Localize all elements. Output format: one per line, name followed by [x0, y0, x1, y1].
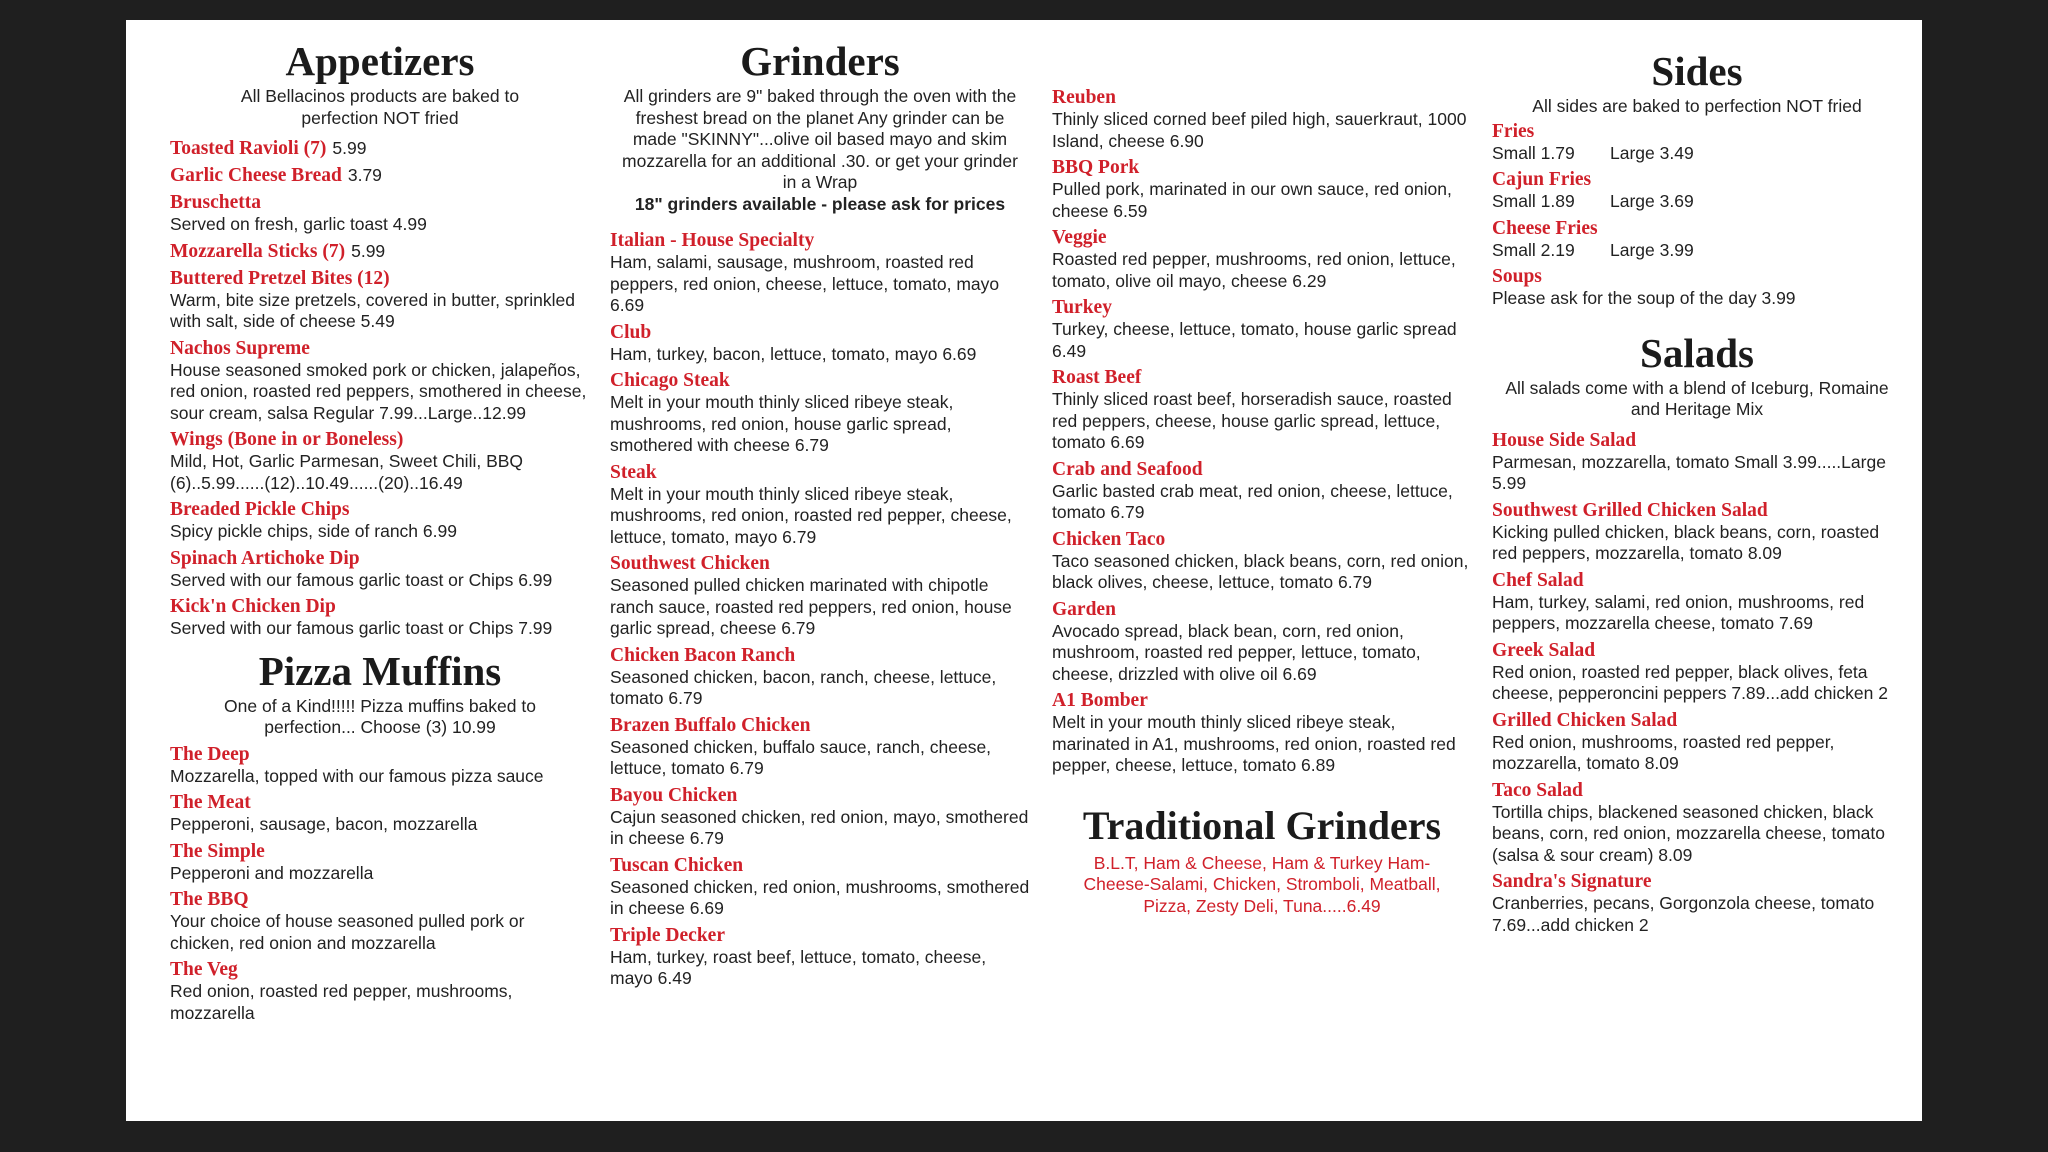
menu-item-name: [170, 888, 590, 911]
menu-item: [610, 924, 1030, 990]
menu-item-description: Roasted red pepper, mushrooms, red onion, lettuce, tomato, olive oil mayo, cheese 6.29: [1052, 249, 1456, 291]
menu-item-name: [610, 924, 1030, 947]
menu-item-description: Pepperoni, sausage, bacon, mozzarella: [170, 814, 478, 834]
menu-item-description: Served with our famous garlic toast or Chips 7.99: [170, 618, 553, 638]
menu-item-title: The Simple: [170, 840, 265, 862]
menu-item-title: Mozzarella Sticks (7): [170, 240, 346, 262]
traditional-grinders-list: B.L.T, Ham & Cheese, Ham & Turkey Ham-Cheese-Salami, Chicken, Stromboli, Meatball, Pizza, Zesty Deli, Tuna.....6.49: [1083, 852, 1441, 916]
side-item-name: Cajun Fries: [1492, 169, 1592, 190]
column-grinders-continued: [1052, 20, 1472, 1121]
menu-item-description: Seasoned pulled chicken marinated with chipotle ranch sauce, roasted red peppers, red onion, house garlic spread, cheese 6.79: [610, 575, 1012, 638]
menu-item-name: [1492, 639, 1902, 662]
menu-item-title: Breaded Pickle Chips: [170, 499, 350, 520]
menu-item-title: Turkey: [1052, 297, 1112, 318]
menu-item-title: Club: [610, 321, 652, 343]
menu-item-title: Buttered Pretzel Bites (12): [170, 267, 390, 289]
soups-desc: Please ask for the soup of the day 3.99: [1492, 288, 1796, 308]
menu-item-description: Turkey, cheese, lettuce, tomato, house garlic spread 6.49: [1052, 319, 1457, 361]
pizza-muffins-intro: One of a Kind!!!!! Pizza muffins baked to perfection... Choose (3) 10.99: [224, 695, 536, 737]
menu-item: [170, 337, 590, 425]
menu-item-name: [1492, 709, 1902, 732]
grinders-heading: Grinders: [740, 38, 900, 84]
menu-item-name: [170, 547, 590, 570]
column-appetizers: [170, 20, 590, 1121]
menu-item-description: Seasoned chicken, buffalo sauce, ranch, cheese, lettuce, tomato 6.79: [610, 736, 992, 778]
menu-item: [1492, 429, 1902, 495]
menu-item-name: [1052, 86, 1472, 109]
menu-item-description: Melt in your mouth thinly sliced ribeye steak, mushrooms, red onion, roasted red pepper, cheese, lettuce, tomato, mayo 6.79: [610, 483, 1012, 547]
menu-item-name: [1052, 458, 1472, 481]
menu-item-name: [610, 369, 1030, 392]
soups-item: [1492, 265, 1902, 310]
menu-page: [126, 20, 1922, 1121]
traditional-grinders-heading: Traditional Grinders: [1082, 802, 1442, 848]
grinders-list: [610, 229, 1030, 990]
menu-item-title: Garlic Cheese Bread: [170, 165, 342, 186]
menu-item-description: Seasoned chicken, red onion, mushrooms, smothered in cheese 6.69: [610, 876, 1030, 918]
menu-item: [1052, 296, 1472, 362]
menu-item-title: Wings (Bone in or Boneless): [170, 429, 404, 450]
menu-item-title: Chicago Steak: [610, 370, 730, 391]
side-item: [1492, 168, 1902, 213]
appetizers-list: [170, 137, 590, 640]
menu-item-name: [170, 267, 590, 290]
grinders-intro-bold: 18" grinders available - please ask for prices: [634, 193, 1006, 214]
grinders-intro-text: All grinders are 9" baked through the oven with the freshest bread on the planet Any grinder can be made "SKINNY"...olive oil based mayo and skim mozzarella for an additional .30. or get your grinder in a Wrap: [622, 86, 1018, 192]
menu-item: [170, 958, 590, 1024]
side-item-large-price: Large 3.99: [1610, 239, 1694, 260]
menu-item-description: Taco seasoned chicken, black beans, corn, red onion, black olives, cheese, lettuce, tomato 6.79: [1052, 550, 1469, 592]
menu-item-title: Southwest Chicken: [610, 553, 770, 574]
menu-item: [610, 714, 1030, 780]
menu-item-title: Crab and Seafood: [1052, 458, 1203, 480]
menu-item-title: Taco Salad: [1492, 779, 1583, 801]
menu-item-description: Pulled pork, marinated in our own sauce, red onion, cheese 6.59: [1052, 179, 1452, 221]
menu-item-description: Pepperoni and mozzarella: [170, 862, 374, 883]
menu-item: [1052, 366, 1472, 454]
menu-item: [610, 321, 1030, 366]
salads-heading: Salads: [1640, 329, 1754, 376]
sides-heading: Sides: [1651, 48, 1743, 94]
menu-item-name: [610, 854, 1030, 877]
menu-item-title: Kick'n Chicken Dip: [170, 596, 336, 617]
menu-item: [170, 428, 590, 494]
menu-item-name: [170, 428, 590, 451]
menu-item-name: [1492, 779, 1902, 802]
pizza-muffins-list: [170, 743, 590, 1025]
menu-item-name: [170, 137, 590, 160]
menu-item-title: Chef Salad: [1492, 569, 1584, 591]
menu-item-title: Chicken Taco: [1052, 528, 1166, 550]
menu-item-name: [1052, 366, 1472, 389]
menu-item-name: [610, 784, 1030, 807]
menu-item-description: Cranberries, pecans, Gorgonzola cheese, tomato 7.69...add chicken 2: [1492, 893, 1875, 935]
menu-item-description: Seasoned chicken, bacon, ranch, cheese, lettuce, tomato 6.79: [610, 666, 997, 708]
menu-item-title: Roast Beef: [1052, 367, 1142, 388]
menu-item: [1492, 639, 1902, 705]
menu-item-title: Bayou Chicken: [610, 784, 738, 806]
menu-item-title: Garden: [1052, 598, 1116, 620]
side-item-large-price: Large 3.49: [1610, 142, 1694, 163]
menu-item-description: Mozzarella, topped with our famous pizza sauce: [170, 765, 544, 786]
grinders-intro: [610, 86, 1030, 215]
menu-item-description: Kicking pulled chicken, black beans, corn, roasted red peppers, mozzarella, tomato 8.09: [1492, 521, 1880, 563]
menu-item-title: Greek Salad: [1492, 639, 1596, 661]
menu-item-title: Bruschetta: [170, 192, 261, 213]
menu-item: [170, 137, 590, 160]
menu-item-name: [170, 958, 590, 981]
menu-item-name: [1052, 226, 1472, 249]
menu-item-description: Your choice of house seasoned pulled pork or chicken, red onion and mozzarella: [170, 911, 525, 953]
menu-item-description: Red onion, roasted red pepper, black olives, feta cheese, pepperoncini peppers 7.89...add chicken 2: [1492, 661, 1888, 703]
menu-item: [610, 644, 1030, 710]
menu-item-name: [1052, 156, 1472, 179]
menu-item: [170, 791, 590, 836]
menu-item-description: Avocado spread, black bean, corn, red onion, mushroom, roasted red pepper, lettuce, tomato, cheese, drizzled with olive oil 6.69: [1052, 620, 1421, 684]
menu-item: [1052, 458, 1472, 524]
menu-item-title: A1 Bomber: [1052, 690, 1148, 711]
menu-item: [610, 229, 1030, 317]
menu-item-title: Reuben: [1052, 87, 1116, 108]
menu-item-name: [170, 337, 590, 360]
menu-item-description: Cajun seasoned chicken, red onion, mayo, smothered in cheese 6.79: [610, 806, 1029, 848]
menu-item: [610, 369, 1030, 457]
menu-item-description: Thinly sliced corned beef piled high, sauerkraut, 1000 Island, cheese 6.90: [1052, 109, 1467, 151]
menu-item: [1492, 779, 1902, 867]
menu-item-price: 5.99: [351, 240, 386, 261]
menu-item-description: Red onion, mushrooms, roasted red pepper, mozzarella, tomato 8.09: [1492, 731, 1835, 773]
menu-item: [170, 240, 590, 263]
menu-item-name: [610, 714, 1030, 737]
menu-item-name: [170, 840, 590, 863]
menu-item-title: Chicken Bacon Ranch: [610, 644, 796, 666]
menu-item: [1492, 499, 1902, 565]
menu-item: [1052, 226, 1472, 292]
menu-item-name: [1492, 429, 1902, 452]
menu-item-name: [610, 552, 1030, 575]
menu-item: [1052, 598, 1472, 686]
column-grinders: [610, 20, 1030, 1121]
menu-item: [610, 784, 1030, 850]
menu-item-title: Italian - House Specialty: [610, 230, 815, 251]
menu-item: [1492, 709, 1902, 775]
menu-item-title: The Meat: [170, 792, 251, 813]
menu-item: [170, 191, 590, 236]
menu-item-title: Toasted Ravioli (7): [170, 138, 327, 159]
side-item-small-price: Small 2.19: [1492, 239, 1575, 260]
side-item-sizes: [1492, 240, 1902, 262]
menu-item: [170, 267, 590, 333]
menu-item: [610, 461, 1030, 549]
menu-item: [170, 888, 590, 954]
menu-item-name: [170, 240, 590, 263]
menu-item-name: [170, 498, 590, 521]
menu-item: [1052, 86, 1472, 152]
side-item: [1492, 120, 1902, 165]
menu-item-description: Red onion, roasted red pepper, mushrooms, mozzarella: [170, 981, 513, 1023]
menu-item: [170, 743, 590, 788]
side-item: [1492, 217, 1902, 262]
menu-item: [1052, 689, 1472, 777]
soups-name: Soups: [1492, 266, 1542, 287]
menu-item-description: Ham, turkey, bacon, lettuce, tomato, mayo 6.69: [610, 343, 977, 364]
side-item-small-price: Small 1.79: [1492, 142, 1575, 163]
menu-item-title: Tuscan Chicken: [610, 854, 744, 876]
menu-item-description: Parmesan, mozzarella, tomato Small 3.99.....Large 5.99: [1492, 451, 1886, 493]
menu-item-description: Served with our famous garlic toast or Chips 6.99: [170, 569, 553, 590]
menu-item: [170, 498, 590, 543]
menu-item-name: [1052, 528, 1472, 551]
menu-item-name: [170, 791, 590, 814]
menu-item-title: The Deep: [170, 743, 250, 765]
menu-item: [170, 164, 590, 187]
menu-item-description: Ham, turkey, salami, red onion, mushrooms, red peppers, mozzarella cheese, tomato 7.69: [1492, 591, 1865, 633]
menu-item-name: [1052, 598, 1472, 621]
menu-item-title: BBQ Pork: [1052, 157, 1140, 178]
menu-item-name: [1052, 296, 1472, 319]
grinders-continued-list: [1052, 86, 1472, 777]
column-sides-salads: [1492, 20, 1902, 1121]
menu-item: [170, 595, 590, 640]
menu-item-name: [170, 164, 590, 187]
appetizers-intro: All Bellacinos products are baked to perfection NOT fried: [240, 86, 520, 128]
menu-item-description: Melt in your mouth thinly sliced ribeye steak, marinated in A1, mushrooms, red onion, roasted red pepper, cheese, lettuce, tomato 6.89: [1052, 712, 1456, 775]
menu-item-price: 3.79: [347, 165, 382, 185]
sides-list: [1492, 120, 1902, 262]
appetizers-heading: Appetizers: [285, 38, 475, 84]
menu-item-name: [610, 229, 1030, 252]
menu-item-title: The BBQ: [170, 889, 249, 910]
menu-item-title: Triple Decker: [610, 924, 725, 946]
menu-item-title: The Veg: [170, 959, 238, 980]
side-item-large-price: Large 3.69: [1610, 191, 1694, 211]
side-item-small-price: Small 1.89: [1492, 191, 1575, 211]
menu-item-name: [610, 461, 1030, 484]
menu-item-description: Ham, salami, sausage, mushroom, roasted red peppers, red onion, cheese, lettuce, tomato, mayo 6.69: [610, 252, 1000, 315]
menu-item-title: Spinach Artichoke Dip: [170, 547, 360, 569]
menu-item-name: [1052, 689, 1472, 712]
menu-item-title: House Side Salad: [1492, 429, 1637, 451]
menu-item: [610, 854, 1030, 920]
menu-item-title: Nachos Supreme: [170, 337, 310, 359]
menu-item: [1052, 156, 1472, 222]
menu-item-title: Sandra's Signature: [1492, 871, 1652, 892]
sides-intro: All sides are baked to perfection NOT fried: [1532, 96, 1862, 116]
side-item-sizes: [1492, 143, 1902, 165]
menu-item-name: [1492, 569, 1902, 592]
menu-item-description: Thinly sliced roast beef, horseradish sauce, roasted red peppers, cheese, house garlic spread, lettuce, tomato 6.69: [1052, 389, 1452, 452]
menu-item-description: Melt in your mouth thinly sliced ribeye steak, mushrooms, red onion, house garlic spread, smothered with cheese 6.79: [610, 392, 954, 455]
menu-item-description: Warm, bite size pretzels, covered in butter, sprinkled with salt, side of cheese 5.49: [170, 289, 575, 331]
menu-item-name: [1492, 499, 1902, 522]
menu-item-description: Ham, turkey, roast beef, lettuce, tomato, cheese, mayo 6.49: [610, 946, 987, 988]
menu-item-title: Grilled Chicken Salad: [1492, 709, 1678, 731]
menu-item-title: Veggie: [1052, 227, 1107, 248]
menu-item-name: [610, 644, 1030, 667]
menu-item: [170, 547, 590, 592]
menu-item-title: Steak: [610, 461, 657, 483]
pizza-muffins-heading: Pizza Muffins: [258, 647, 502, 694]
menu-item-name: [170, 743, 590, 766]
menu-item-description: Garlic basted crab meat, red onion, cheese, lettuce, tomato 6.79: [1052, 480, 1453, 522]
side-item-name: Cheese Fries: [1492, 217, 1598, 239]
menu-item: [610, 552, 1030, 640]
menu-item-price: 5.99: [332, 138, 367, 158]
menu-item-description: Served on fresh, garlic toast 4.99: [170, 214, 427, 234]
salads-list: [1492, 429, 1902, 937]
menu-item: [1492, 870, 1902, 936]
menu-item: [1052, 528, 1472, 594]
salads-intro: All salads come with a blend of Iceburg, Romaine and Heritage Mix: [1505, 377, 1889, 419]
side-item-sizes: [1492, 191, 1902, 213]
menu-item-name: [170, 191, 590, 214]
menu-item-name: [1492, 870, 1902, 893]
menu-item-description: House seasoned smoked pork or chicken, jalapeños, red onion, roasted red peppers, smothered in cheese, sour cream, salsa Regular 7.99...Large..12.99: [170, 359, 587, 423]
side-item-name: Fries: [1492, 120, 1535, 142]
menu-item-description: Tortilla chips, blackened seasoned chicken, black beans, corn, red onion, mozzarella cheese, tomato (salsa & sour cream) 8.09: [1492, 801, 1885, 865]
menu-item-description: Mild, Hot, Garlic Parmesan, Sweet Chili, BBQ (6)..5.99......(12)..10.49......(20)..16.49: [170, 451, 524, 493]
menu-item-description: Spicy pickle chips, side of ranch 6.99: [170, 521, 457, 541]
menu-item-name: [610, 321, 1030, 344]
menu-item: [170, 840, 590, 885]
menu-item: [1492, 569, 1902, 635]
menu-item-title: Brazen Buffalo Chicken: [610, 714, 811, 736]
menu-item-title: Southwest Grilled Chicken Salad: [1492, 499, 1768, 521]
menu-item-name: [170, 595, 590, 618]
